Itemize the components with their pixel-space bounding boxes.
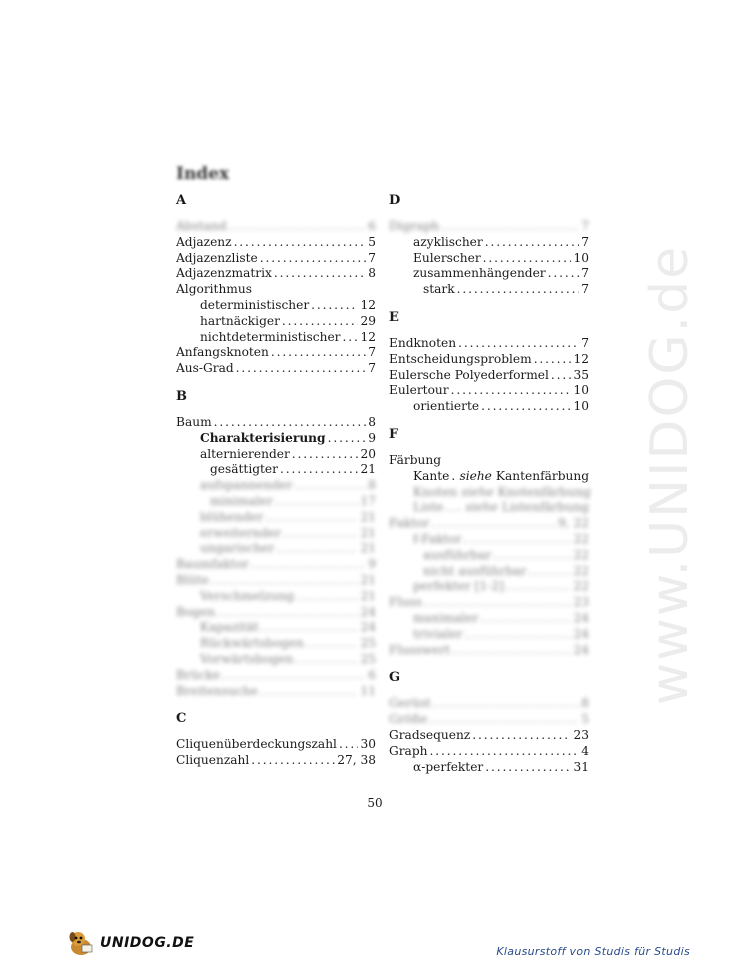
index-page-ref: 24: [573, 642, 589, 657]
index-letter-heading: G: [389, 670, 401, 686]
index-page-ref: 21: [360, 509, 376, 524]
index-page-ref: 21: [360, 541, 376, 556]
index-entry: [176, 668, 376, 684]
dot-leader: [274, 266, 366, 282]
index-term: trivialer: [413, 626, 463, 641]
index-term: Knoten: [413, 484, 458, 499]
index-page-ref: 8: [581, 696, 589, 711]
index-page-ref: 7: [368, 345, 376, 360]
index-page-ref: 4: [581, 743, 589, 758]
index-page-ref: 8: [368, 414, 376, 429]
watermark-text: www.UNIDOG.de: [640, 244, 700, 706]
index-term: minimaler: [210, 493, 273, 508]
index-entry: [176, 636, 376, 652]
index-term: hartnäckiger: [200, 313, 280, 328]
dot-leader: [339, 737, 359, 753]
index-page-ref: 9, 22: [557, 516, 589, 531]
index-page-ref: 21: [360, 572, 376, 587]
dot-leader: [441, 219, 579, 235]
dot-leader: [457, 282, 580, 298]
index-term: Endknoten: [389, 335, 457, 350]
index-term: azyklischer: [413, 234, 483, 249]
dot-leader: [275, 494, 359, 510]
dot-leader: [480, 611, 571, 627]
index-term: deterministischer: [200, 297, 310, 312]
dot-leader: [551, 368, 572, 384]
index-page-ref: 35: [573, 367, 589, 382]
index-entry: [389, 712, 589, 728]
dot-leader: [211, 573, 359, 589]
index-entry: [176, 753, 376, 769]
dot-leader: [529, 564, 572, 580]
index-term: Rückwärtsbogen: [200, 636, 304, 651]
index-page-ref: 10: [573, 250, 589, 265]
index-page-ref: 21: [360, 588, 376, 603]
index-term: Bogen: [176, 604, 216, 619]
index-entry: [176, 251, 376, 267]
index-term: maximaler: [413, 610, 479, 625]
index-page-ref: 24: [573, 626, 589, 641]
index-letter-heading: F: [389, 426, 399, 442]
dot-leader: [251, 753, 335, 769]
index-term: Eulertour: [389, 383, 449, 398]
index-term: Cliquenüberdeckungszahl: [176, 737, 337, 752]
index-entry: [176, 314, 376, 330]
dot-leader: [260, 251, 367, 267]
index-page-ref: 22: [573, 579, 589, 594]
unidog-logo: [66, 928, 194, 958]
index-page-ref: 24: [573, 610, 589, 625]
index-page-ref: 31: [573, 759, 589, 774]
index-page-ref: 7: [581, 266, 589, 281]
index-page-ref: 10: [573, 383, 589, 398]
index-see-entry: [389, 500, 589, 516]
index-term: Fluss: [389, 595, 422, 610]
footer-slogan: Klausurstoff von Studis für Studis: [496, 945, 690, 958]
index-page-ref: 17: [360, 493, 376, 508]
index-term: Aus-Grad: [176, 361, 234, 376]
index-term: Brücke: [176, 667, 221, 682]
index-term: stark: [423, 282, 455, 297]
index-term: f-Faktor: [413, 531, 462, 546]
index-term: Blüte: [176, 572, 209, 587]
dot-leader: [485, 760, 571, 776]
dot-leader: [534, 352, 572, 368]
dot-leader: [214, 415, 367, 431]
logo-text: UNIDOG.DE: [100, 935, 195, 951]
index-entry: [176, 298, 376, 314]
index-entry: [176, 266, 376, 282]
dot-leader: [295, 478, 367, 494]
index-page-ref: 20: [360, 446, 376, 461]
index-entry: [176, 684, 376, 700]
dot-leader: [306, 636, 359, 652]
index-entry: [176, 652, 376, 668]
index-term: Adjazenz: [176, 234, 232, 249]
see-target: Knotenfärbung: [497, 484, 591, 499]
index-term: Baumfaktor: [176, 557, 249, 572]
index-term: aufspannender: [200, 478, 293, 493]
index-entry: [389, 627, 589, 643]
index-page-ref: 25: [360, 636, 376, 651]
index-term: Kapazität: [200, 620, 259, 635]
index-page-ref: 5: [581, 712, 589, 727]
index-entry: [389, 453, 589, 469]
dot-leader: [429, 744, 579, 760]
see-reference: siehe: [465, 500, 498, 515]
dot-leader: [271, 345, 366, 361]
index-entry: [176, 282, 376, 298]
index-page-ref: 7: [581, 335, 589, 350]
index-letter-heading: D: [389, 193, 401, 208]
index-term: ausführbar: [423, 547, 492, 562]
dot-leader: [251, 557, 366, 573]
index-page-ref: 7: [581, 282, 589, 297]
index-letter-group: [389, 427, 589, 658]
index-term: Entscheidungsproblem: [389, 351, 532, 366]
index-page-ref: 5: [368, 234, 376, 249]
dot-leader: [261, 620, 359, 636]
index-entry: [176, 415, 376, 431]
dot-leader: [265, 510, 358, 526]
dot-leader: [311, 298, 358, 314]
index-letter-group: [176, 193, 376, 377]
index-term: Flusswert: [389, 642, 451, 657]
index-column-right: [389, 193, 589, 787]
index-entry: [176, 737, 376, 753]
index-entry: [389, 595, 589, 611]
index-term: Adjazenzliste: [176, 250, 258, 265]
index-entry: [176, 235, 376, 251]
index-page-ref: 22: [573, 563, 589, 578]
index-entry: [389, 548, 589, 564]
dot-leader: [548, 266, 580, 282]
index-entry: [176, 345, 376, 361]
index-page-ref: 23: [573, 727, 589, 742]
index-page-ref: 9: [368, 430, 376, 445]
dot-leader: [506, 579, 572, 595]
index-entry: [389, 760, 589, 776]
index-page-ref: 11: [360, 683, 376, 698]
index-letter-group: [389, 310, 589, 415]
dot-leader: [280, 462, 359, 478]
dot-leader: [343, 330, 359, 346]
index-term: alternierender: [200, 446, 290, 461]
index-term: zusammenhängender: [413, 266, 546, 281]
index-term: Charakterisierung: [200, 430, 326, 445]
dot-leader: [234, 235, 367, 251]
index-entry: [389, 368, 589, 384]
index-entry: [389, 611, 589, 627]
index-term: Kante: [413, 468, 450, 483]
index-page-ref: 22: [573, 531, 589, 546]
index-title: Index: [176, 164, 230, 184]
index-page-ref: 24: [360, 620, 376, 635]
see-target: Kantenfärbung: [495, 468, 589, 483]
page-number: 50: [367, 796, 383, 810]
see-reference: siehe: [461, 484, 494, 499]
index-page-ref: 7: [581, 234, 589, 249]
index-term: perfekter [1-2]: [413, 579, 504, 594]
index-entry: [389, 235, 589, 251]
index-entry: [389, 516, 589, 532]
index-page-ref: 8: [368, 478, 376, 493]
index-term: Graph: [389, 743, 428, 758]
index-column-left: [176, 193, 376, 781]
dot-leader: [452, 643, 571, 659]
index-term: Cliquenzahl: [176, 753, 250, 768]
dot-leader: [429, 712, 579, 728]
index-entry: [389, 564, 589, 580]
index-entry: [176, 494, 376, 510]
index-page-ref: 25: [360, 651, 376, 666]
index-see-entry: [389, 469, 589, 485]
index-term: Größe: [389, 712, 428, 727]
index-letter-group: [389, 193, 589, 298]
index-entry: [389, 728, 589, 744]
index-term: Liste: [413, 500, 444, 515]
index-term: Anfangsknoten: [176, 345, 269, 360]
dot-leader: [481, 399, 571, 415]
index-entry: [176, 620, 376, 636]
dot-leader: [433, 696, 579, 712]
index-entry: [389, 282, 589, 298]
index-entry: [389, 744, 589, 760]
index-entry: [176, 478, 376, 494]
index-entry: [389, 383, 589, 399]
index-entry: [176, 541, 376, 557]
index-page-ref: 7: [581, 219, 589, 233]
dot-leader: [493, 548, 571, 564]
index-term: Faktor: [389, 516, 430, 531]
index-term: Gradsequenz: [389, 727, 471, 742]
index-term: Abstand: [176, 219, 227, 233]
index-see-entry: [389, 485, 589, 501]
dot-leader: [222, 668, 366, 684]
index-page-ref: 10: [573, 399, 589, 414]
watermark: [600, 244, 740, 706]
index-entry: [176, 589, 376, 605]
index-page-ref: 12: [360, 297, 376, 312]
dot-leader: [236, 361, 367, 377]
index-letter-group: [176, 711, 376, 769]
dot-leader: [260, 684, 359, 700]
dot-leader: [283, 526, 358, 542]
index-term: Gerüst: [389, 696, 431, 711]
index-entry: [176, 330, 376, 346]
dot-leader: [464, 532, 572, 548]
dot-leader: [328, 431, 367, 447]
index-letter-heading: B: [176, 388, 187, 404]
index-page-ref: 29: [360, 313, 376, 328]
dot-leader: [217, 605, 358, 621]
index-page-ref: 7: [368, 250, 376, 265]
index-entry: [176, 573, 376, 589]
dot-leader: [483, 251, 572, 267]
dot-leader: [451, 383, 572, 399]
index-page-ref: 7: [368, 361, 376, 376]
index-term: Digraph: [389, 219, 440, 233]
index-entry: [176, 431, 376, 447]
index-letter-group: [389, 670, 589, 775]
index-page-ref: 22: [573, 547, 589, 562]
index-entry: [389, 219, 589, 235]
index-term: Adjazenzmatrix: [176, 266, 272, 281]
index-entry: [389, 579, 589, 595]
index-entry: [176, 605, 376, 621]
index-term: nicht ausführbar: [423, 563, 527, 578]
index-page-ref: 27, 38: [337, 753, 376, 768]
index-entry: [176, 462, 376, 478]
dot-leader: [451, 469, 457, 485]
index-page-ref: 8: [368, 266, 376, 281]
index-page-ref: 6: [368, 667, 376, 682]
index-page-ref: 24: [360, 604, 376, 619]
index-term: blühender: [200, 509, 264, 524]
dot-leader: [472, 728, 571, 744]
index-letter-group: [176, 389, 376, 699]
index-entry: [389, 532, 589, 548]
index-entry: [389, 643, 589, 659]
dot-leader: [431, 516, 556, 532]
dot-leader: [296, 589, 358, 605]
index-page-ref: 30: [360, 737, 376, 752]
index-letter-heading: A: [176, 193, 187, 208]
index-term: nichtdeterministischer: [200, 329, 341, 344]
index-term: orientierte: [413, 399, 480, 414]
index-letter-heading: C: [176, 711, 187, 727]
index-term: gesättigter: [210, 462, 278, 477]
dot-leader: [424, 595, 572, 611]
index-page-ref: 6: [368, 219, 376, 233]
index-entry: [176, 526, 376, 542]
dot-leader: [229, 219, 367, 235]
index-page-ref: 12: [360, 329, 376, 344]
index-entry: [176, 361, 376, 377]
index-entry: [389, 266, 589, 282]
index-term: erweiternder: [200, 525, 282, 540]
index-term: Färbung: [389, 452, 442, 467]
index-entry: [176, 447, 376, 463]
dot-leader: [445, 500, 463, 516]
dot-leader: [292, 447, 359, 463]
index-term: Vorwärtsbogen: [200, 651, 294, 666]
index-letter-heading: E: [389, 309, 399, 325]
index-entry: [389, 696, 589, 712]
index-term: Verschmelzung: [200, 588, 295, 603]
index-page-ref: 21: [360, 462, 376, 477]
see-target: Listenfärbung: [501, 500, 589, 515]
dot-leader: [282, 314, 359, 330]
index-entry: [389, 336, 589, 352]
dog-mascot-icon: [66, 928, 96, 958]
see-reference: siehe: [459, 468, 492, 483]
index-term: Eulersche Polyederformel: [389, 367, 549, 382]
dot-leader: [276, 541, 358, 557]
index-term: Eulerscher: [413, 250, 481, 265]
index-entry: [389, 251, 589, 267]
index-entry: [176, 219, 376, 235]
index-term: Breitensuche: [176, 683, 258, 698]
index-entry: [176, 510, 376, 526]
index-entry: [389, 352, 589, 368]
index-entry: [176, 557, 376, 573]
dot-leader: [485, 235, 580, 251]
index-page-ref: 21: [360, 525, 376, 540]
index-term: Algorithmus: [176, 282, 252, 297]
index-term: α-perfekter: [413, 759, 484, 774]
index-term: ungarischer: [200, 541, 275, 556]
index-page-ref: 9: [368, 557, 376, 572]
dot-leader: [458, 336, 579, 352]
index-term: Baum: [176, 414, 212, 429]
index-page-ref: 12: [573, 351, 589, 366]
index-page-ref: 23: [573, 595, 589, 610]
dot-leader: [296, 652, 359, 668]
index-entry: [389, 399, 589, 415]
dot-leader: [465, 627, 572, 643]
